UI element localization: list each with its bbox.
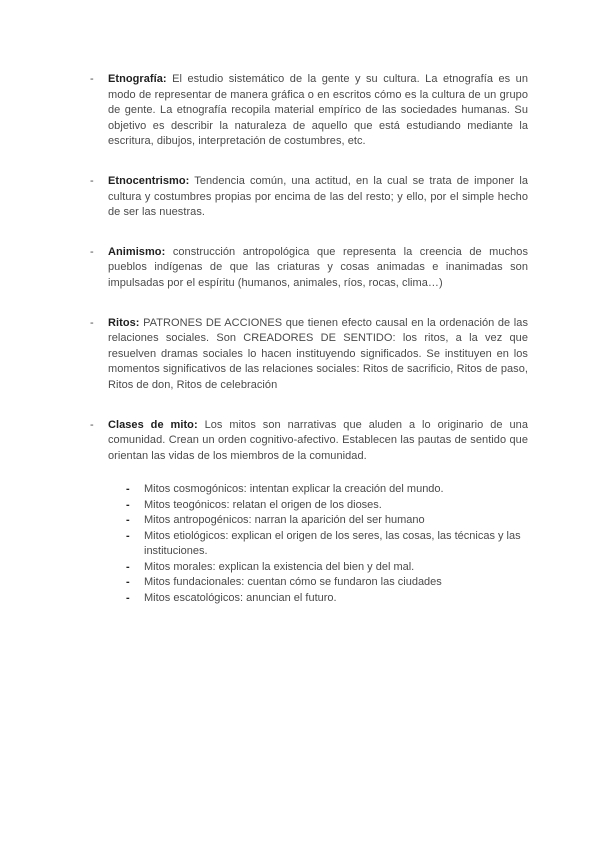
list-item: - Mitos etiológicos: explican el origen de los seres, las cosas, las técnicas y las instituciones.	[126, 529, 521, 558]
entry-clases-de-mito	[90, 418, 528, 465]
entry-dash: -	[90, 418, 94, 431]
list-item: - Mitos antropogénicos: narran la aparición del ser humano	[126, 513, 528, 529]
entry-dash: -	[90, 316, 94, 329]
sub-bullet: -	[126, 514, 130, 527]
entry-dash: -	[90, 245, 94, 258]
entry-text: PATRONES DE ACCIONES que tienen efecto causal en la ordenación de las relaciones sociales. Son CREADORES DE SENTIDO: los ritos, a la vez que resuelven dramas sociales lo hacen instituyendo significados. Se instituyen en los momentos significativos de las relaciones sociales: Ritos de sacrificio, Ritos de paso, Ritos de don, Ritos de celebración	[108, 316, 529, 391]
sub-bullet: -	[126, 483, 130, 496]
definitions-list	[90, 72, 528, 606]
entry-text: Los mitos son narrativas que aluden a lo originario de una comunidad. Crean un orden cognitivo-afectivo. Establecen las pautas de sentido que orientan las vidas de los miembros de la comunidad.	[108, 418, 528, 462]
sub-bullet: -	[126, 498, 130, 511]
sub-bullet: -	[126, 576, 130, 589]
list-item: - Mitos fundacionales: cuentan cómo se fundaron las ciudades	[126, 575, 528, 591]
entry-term: Animismo:	[108, 245, 166, 258]
entry-dash: -	[90, 174, 94, 187]
list-item: - Mitos morales: explican la existencia del bien y del mal.	[126, 560, 528, 576]
sub-bullet: -	[126, 591, 130, 604]
list-item: - Mitos cosmogónicos: intentan explicar la creación del mundo.	[126, 482, 528, 498]
entry-etnocentrismo	[90, 174, 528, 221]
entry-term: Clases de mito:	[108, 418, 198, 431]
sub-bullet: -	[126, 560, 130, 573]
entry-term: Etnografía:	[108, 73, 167, 85]
entry-dash: -	[90, 73, 94, 85]
entry-term: Ritos:	[108, 316, 140, 329]
entry-text: Tendencia común, una actitud, en la cual se trata de imponer la cultura y costumbres propias por encima de las del resto; y ello, por el simple hecho de ser las nuestras.	[108, 174, 528, 219]
entry-animismo	[90, 245, 528, 292]
entry-text: El estudio sistemático de la gente y su cultura. La etnografía es un modo de representar de manera gráfica o en escritos cómo es la cultura de un grupo de gente. La etnografía recopila material empírico de las sociedades humanas. Su objetivo es describir la naturaleza de aquello que está estudiando mediante la escritura, dibujos, interpretación de costumbres, etc.	[108, 73, 529, 148]
entry-text: construcción antropológica que representa la creencia de muchos pueblos indígenas de que las criaturas y cosas animadas e inanimadas son impulsadas por el espíritu (humanos, animales, ríos, rocas, clima…)	[108, 245, 528, 289]
list-item: - Mitos escatológicos: anuncian el futuro.	[126, 591, 528, 607]
list-item: - Mitos teogónicos: relatan el origen de los dioses.	[126, 498, 528, 514]
myth-types-list	[90, 482, 528, 606]
entry-ritos	[90, 316, 528, 394]
sub-bullet: -	[126, 529, 130, 542]
entry-term: Etnocentrismo:	[108, 174, 190, 187]
entry-etnografia	[90, 72, 528, 150]
